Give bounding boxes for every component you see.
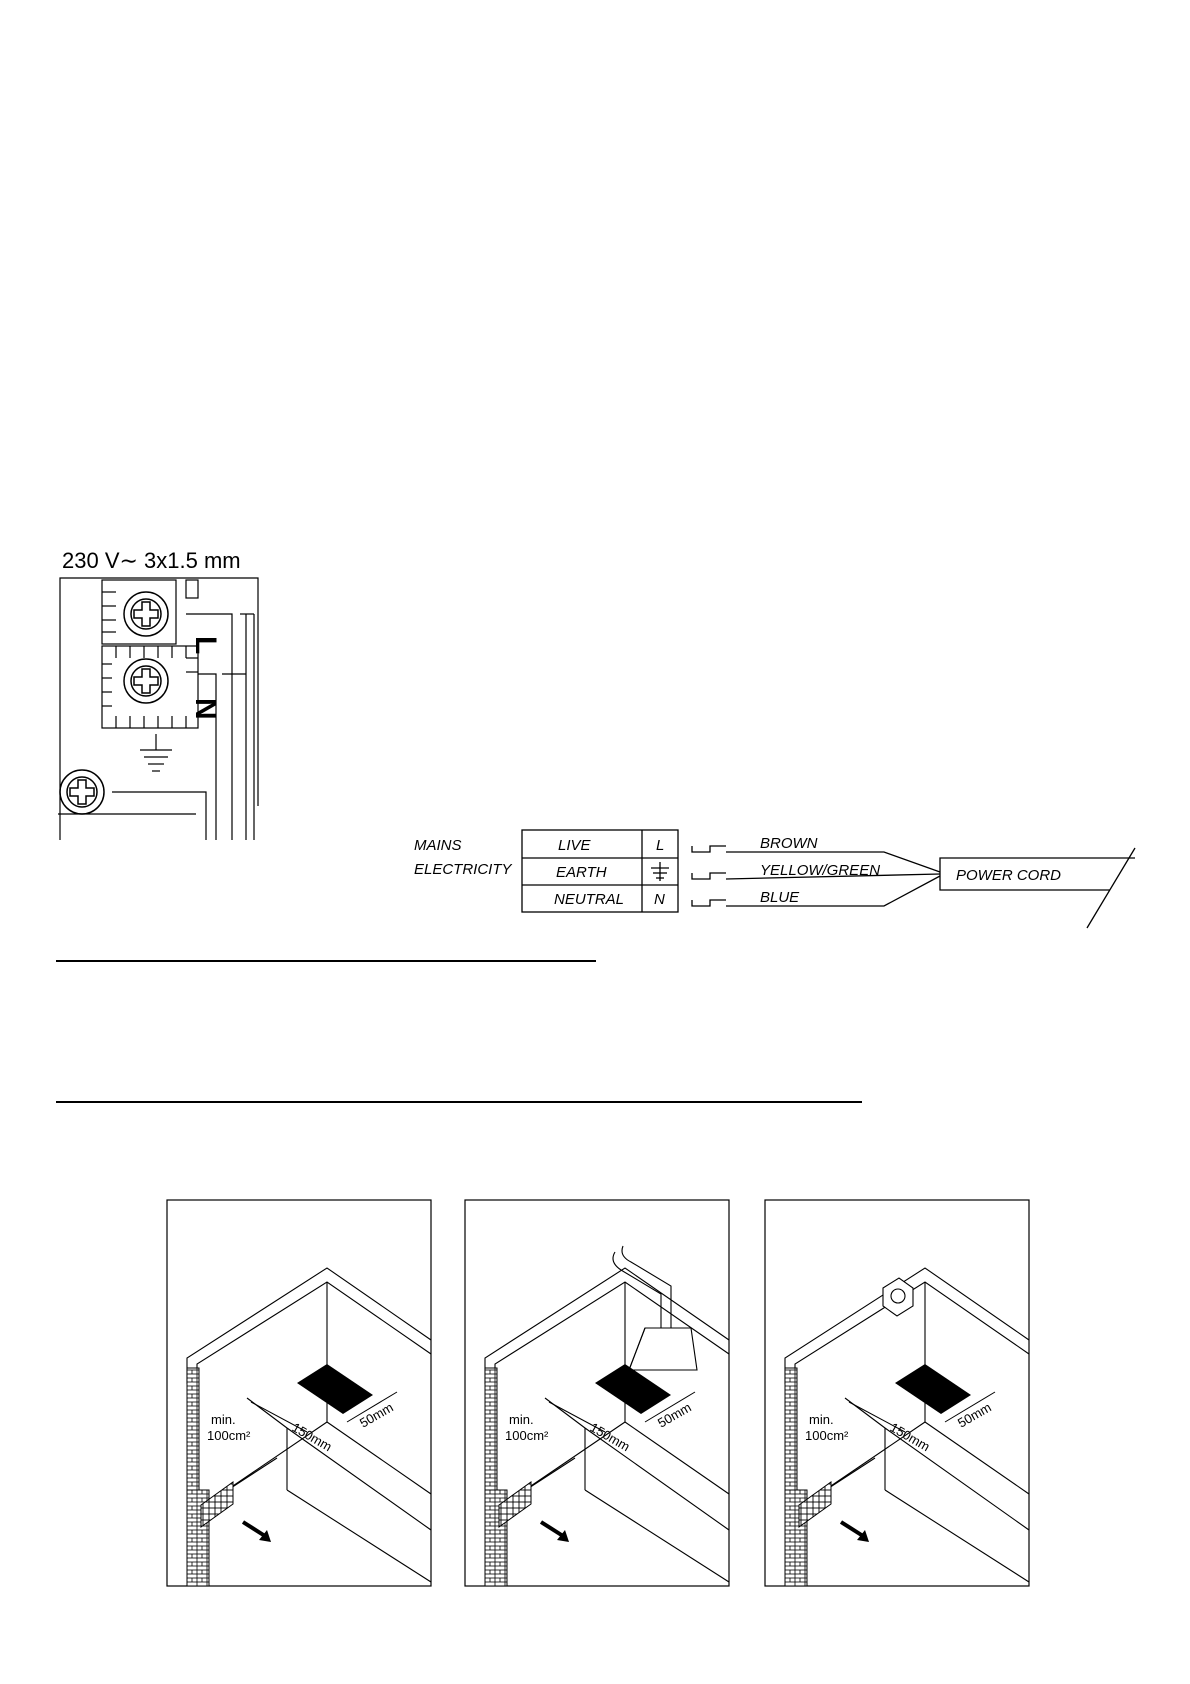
- vent-label-min: min.: [509, 1412, 534, 1427]
- dim-depth-label: 150mm: [887, 1419, 933, 1455]
- vent-panel-extractor: [765, 1200, 1029, 1586]
- vent-label-min: min.: [809, 1412, 834, 1427]
- row-live-name: LIVE: [558, 837, 591, 854]
- dim-depth-label: 150mm: [587, 1419, 633, 1455]
- mains-label-line1: MAINS: [414, 837, 462, 854]
- wire-blue-label: BLUE: [760, 889, 800, 906]
- dim-side-label: 50mm: [655, 1399, 694, 1431]
- wire-yellow-green-label: YELLOW/GREEN: [760, 862, 881, 879]
- vent-label-min: min.: [211, 1412, 236, 1427]
- row-neutral-name: NEUTRAL: [554, 891, 625, 908]
- row-neutral-symbol: N: [654, 891, 665, 908]
- section-divider-short: [56, 960, 596, 962]
- dim-side-label: 50mm: [955, 1399, 994, 1431]
- terminal-spec-label: 230 V∼ 3x1.5 mm: [62, 548, 241, 573]
- wiring-diagram: [410, 818, 1150, 938]
- terminal-label-neutral: N: [189, 698, 222, 720]
- wire-brown-label: BROWN: [760, 835, 818, 852]
- power-cord-label: POWER CORD: [956, 867, 1061, 884]
- row-earth-name: EARTH: [556, 864, 607, 881]
- vent-panel-plain: [167, 1200, 431, 1586]
- terminal-screw-earth: [60, 770, 104, 814]
- terminal-label-live: L: [189, 636, 222, 655]
- row-live-symbol: L: [656, 837, 665, 854]
- ventilation-illustrations: [0, 1190, 1190, 1610]
- mains-label-line2: ELECTRICITY: [414, 861, 512, 878]
- vent-label-area: 100cm²: [805, 1428, 849, 1443]
- dim-depth-label: 150mm: [289, 1419, 335, 1455]
- terminal-block-drawing: [56, 574, 278, 840]
- dim-side-label: 50mm: [357, 1399, 396, 1431]
- terminal-screw-neutral: [124, 659, 168, 703]
- section-divider-long: [56, 1101, 862, 1103]
- terminal-block-diagram: [56, 548, 278, 840]
- terminal-screw-live: [124, 592, 168, 636]
- vent-label-area: 100cm²: [505, 1428, 549, 1443]
- vent-panel-hood: [465, 1200, 729, 1586]
- vent-label-area: 100cm²: [207, 1428, 251, 1443]
